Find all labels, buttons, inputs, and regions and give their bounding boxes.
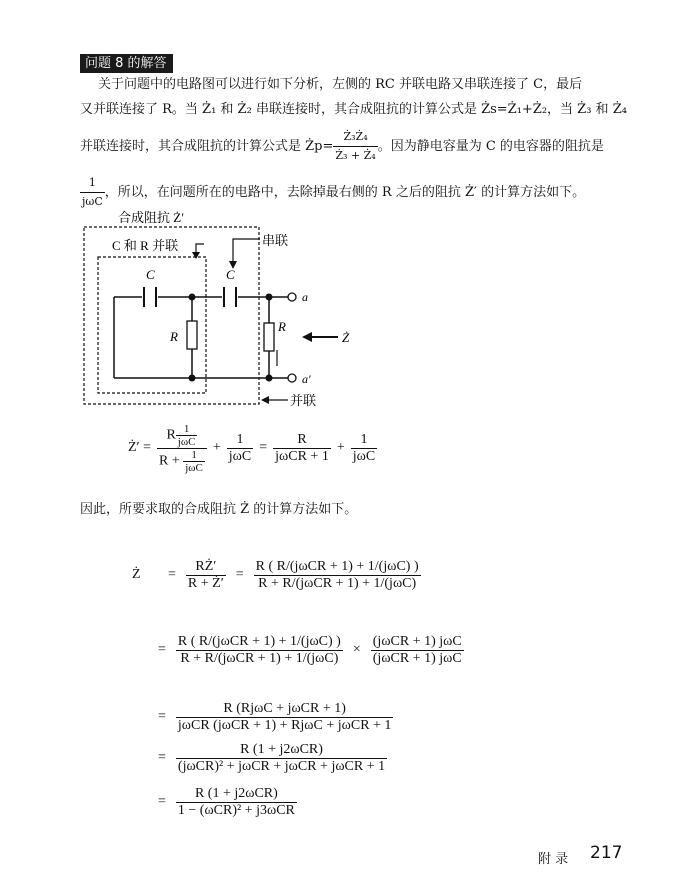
step4-den: (jωCR)² + jωCR + jωCR + jωCR + 1 — [177, 758, 386, 774]
eq1-r: R — [166, 427, 176, 443]
res-1-label: R — [170, 329, 178, 344]
derivation-step-5 — [158, 782, 297, 822]
step3-den: jωCR (jωCR + 1) + RjωC + jωCR + 1 — [177, 717, 392, 733]
derivation-eq-5: = — [158, 794, 166, 809]
paragraph-line-2: 又并联连接了 R。当 Ż₁ 和 Ż₂ 串联连接时，其合成阻抗的计算公式是 Żs=Ż₁+Ż₂，当 Ż₃ 和 Ż₄ — [80, 102, 627, 117]
eq1-f2-den: jωC — [228, 448, 252, 464]
terminal-a: a — [302, 290, 308, 304]
section-heading: 问题 8 的解答 — [80, 54, 173, 73]
eq1-frac-2 — [227, 432, 253, 465]
derivation-eq-1b: = — [235, 567, 244, 582]
derivation-eq-3: = — [158, 709, 166, 724]
eq1-lhs: Ż′ = — [128, 440, 152, 455]
line3-post: 。因为静电容量为 C 的电容器的阻抗是 — [377, 139, 604, 154]
eq1-f4-num: 1 — [351, 432, 377, 449]
step5-frac — [176, 786, 297, 819]
label-series: 串联 — [262, 233, 289, 248]
step3-frac — [176, 701, 394, 734]
eq1-inner-frac-2 — [183, 449, 205, 474]
step2-times: × — [352, 642, 361, 657]
eq1-frac-1-den — [157, 449, 207, 474]
label-z: Ż — [342, 330, 350, 345]
step1-frac — [186, 559, 226, 592]
derivation-step-4 — [158, 738, 387, 778]
eq1-inner2-num: 1 — [183, 449, 205, 462]
step2-mul-num: (jωCR + 1) jωC — [372, 633, 462, 649]
eq1-inner2-den: jωC — [185, 461, 203, 474]
step5-den: 1 − (ωCR)² + j3ωCR — [177, 802, 295, 818]
line4-text: ，所以，在问题所在的电路中，去除掉最右侧的 R 之后的阻抗 Ż′ 的计算方法如下。 — [104, 185, 586, 200]
eq1-f3-den: jωCR + 1 — [275, 448, 329, 464]
derivation-lhs: Ż — [132, 567, 141, 582]
step2-num: R ( R/(jωCR + 1) + 1/(jωC) ) — [177, 633, 341, 649]
label-total-impedance: 合成阻抗 Ż′ — [118, 210, 185, 225]
derivation-eq-2: = — [158, 642, 166, 657]
eq1-frac-3 — [273, 432, 331, 465]
derivation-step-1 — [132, 545, 421, 605]
eq1-frac-4 — [351, 432, 377, 465]
footer-section: 附 录 — [538, 852, 569, 867]
eq1-equals: = — [259, 440, 268, 455]
page-number: 217 — [590, 843, 623, 863]
resistor-2 — [264, 323, 274, 351]
cap-1-label: C — [146, 267, 155, 282]
step2-mul-frac — [371, 634, 464, 667]
eq1-f4-den: jωC — [352, 448, 376, 464]
parallel-formula-den: Ż₃ + Ż₄ — [335, 149, 376, 162]
line3-text: 并联连接时，其合成阻抗的计算公式是 Żp= — [80, 139, 334, 154]
cap-imp-den: jωC — [82, 195, 103, 208]
res-2-label: R — [278, 319, 286, 334]
eq1-plus-2: + — [336, 440, 345, 455]
step1b-frac — [254, 559, 421, 592]
eq1-plus-1: + — [212, 440, 221, 455]
eq1-r-plus: R + — [159, 453, 180, 469]
derivation-eq-4: = — [158, 750, 166, 765]
eq1-frac-1-num — [157, 423, 207, 449]
derivation-step-2 — [158, 620, 464, 680]
eq1-inner-den: jωC — [177, 435, 196, 448]
label-parallel: 并联 — [290, 393, 317, 408]
derivation-step-3 — [158, 697, 393, 737]
circuit-diagram — [78, 205, 378, 410]
paragraph-line-3 — [80, 128, 604, 165]
step2-frac — [176, 634, 343, 667]
terminal-a-prime: a′ — [302, 372, 311, 386]
cap-imp-num: 1 — [80, 174, 105, 193]
step1b-den: R + R/(jωCR + 1) + 1/(jωC) — [258, 575, 417, 591]
step4-num: R (1 + j2ωCR) — [176, 742, 387, 759]
eq1-f2-num: 1 — [227, 432, 253, 449]
eq1-frac-1 — [157, 423, 207, 474]
cap-2-label: C — [226, 267, 235, 282]
parallel-formula-num: Ż₃Ż₄ — [333, 128, 377, 147]
step4-frac — [176, 742, 387, 775]
parallel-formula — [333, 128, 377, 165]
step5-num: R (1 + j2ωCR) — [176, 786, 297, 803]
transition-text: 因此，所要求取的合成阻抗 Ż 的计算方法如下。 — [80, 502, 358, 517]
step1-num: RŻ′ — [186, 559, 226, 576]
step1-den: R + Ż′ — [187, 575, 224, 591]
label-c-r-parallel: C 和 R 并联 — [112, 238, 179, 253]
step2-den: R + R/(jωCR + 1) + 1/(jωC) — [180, 650, 339, 666]
eq1-inner-frac — [176, 423, 198, 448]
equation-z-prime — [128, 418, 377, 478]
arrow-series — [233, 239, 260, 267]
step3-num: R (RjωC + jωCR + 1) — [176, 701, 394, 718]
resistor-1 — [187, 321, 197, 349]
eq1-f3-num: R — [273, 432, 331, 449]
step1b-num: R ( R/(jωCR + 1) + 1/(jωC) ) — [255, 558, 419, 574]
derivation-eq-1: = — [168, 567, 176, 582]
paragraph-line-1: 关于问题中的电路图可以进行如下分析，左侧的 RC 并联电路又串联连接了 C，最后 — [98, 77, 583, 92]
step2-mul-den: (jωCR + 1) jωC — [372, 650, 462, 666]
eq1-inner-num: 1 — [176, 423, 198, 436]
